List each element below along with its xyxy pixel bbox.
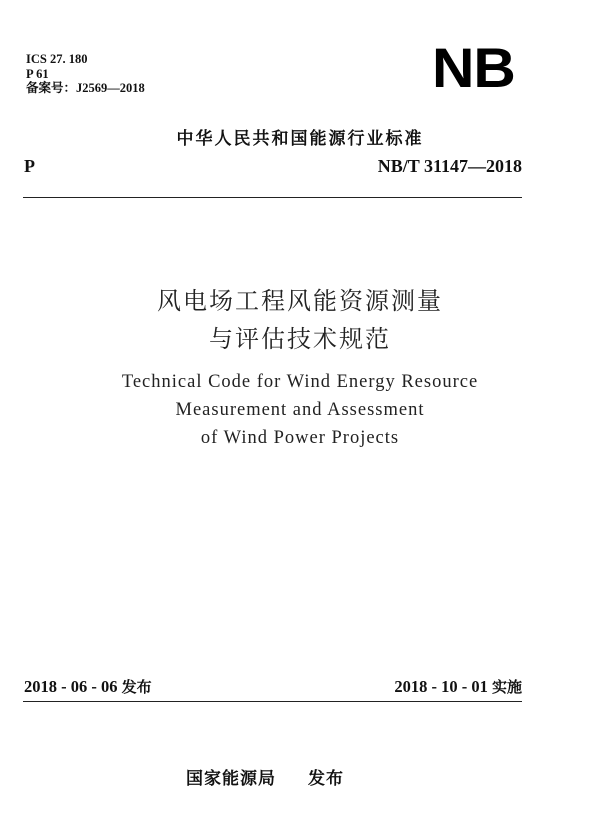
effective-date-label: 实施	[491, 678, 522, 696]
ics-code: ICS 27. 180	[26, 52, 88, 66]
title-english-line-3: of Wind Power Projects	[200, 428, 400, 448]
nb-logo: NB	[432, 36, 515, 99]
publisher-name: 国家能源局	[186, 769, 276, 789]
issue-date	[24, 676, 152, 697]
effective-date-value: 2018 - 10 - 01	[394, 677, 488, 696]
ccs-code: P 61	[26, 66, 49, 81]
category-code: P	[24, 156, 35, 176]
title-chinese-line-2: 与评估技术规范	[209, 325, 391, 353]
effective-date	[394, 676, 522, 697]
title-english-line-1: Technical Code for Wind Energy Resource	[121, 372, 479, 392]
classification-block	[26, 52, 145, 96]
title-english-line-2: Measurement and Assessment	[175, 400, 425, 420]
issuing-standard-body: 中华人民共和国能源行业标准	[176, 129, 424, 149]
issue-date-label: 发布	[121, 678, 152, 696]
publisher	[186, 764, 344, 789]
publisher-action: 发布	[308, 769, 344, 789]
top-divider	[23, 197, 522, 198]
standard-number: NB/T 31147—2018	[377, 156, 522, 176]
bottom-divider	[23, 701, 522, 702]
title-chinese-line-1: 风电场工程风能资源测量	[157, 287, 443, 315]
filing-number: 备案号：J2569—2018	[26, 81, 145, 95]
issue-date-value: 2018 - 06 - 06	[24, 677, 118, 696]
